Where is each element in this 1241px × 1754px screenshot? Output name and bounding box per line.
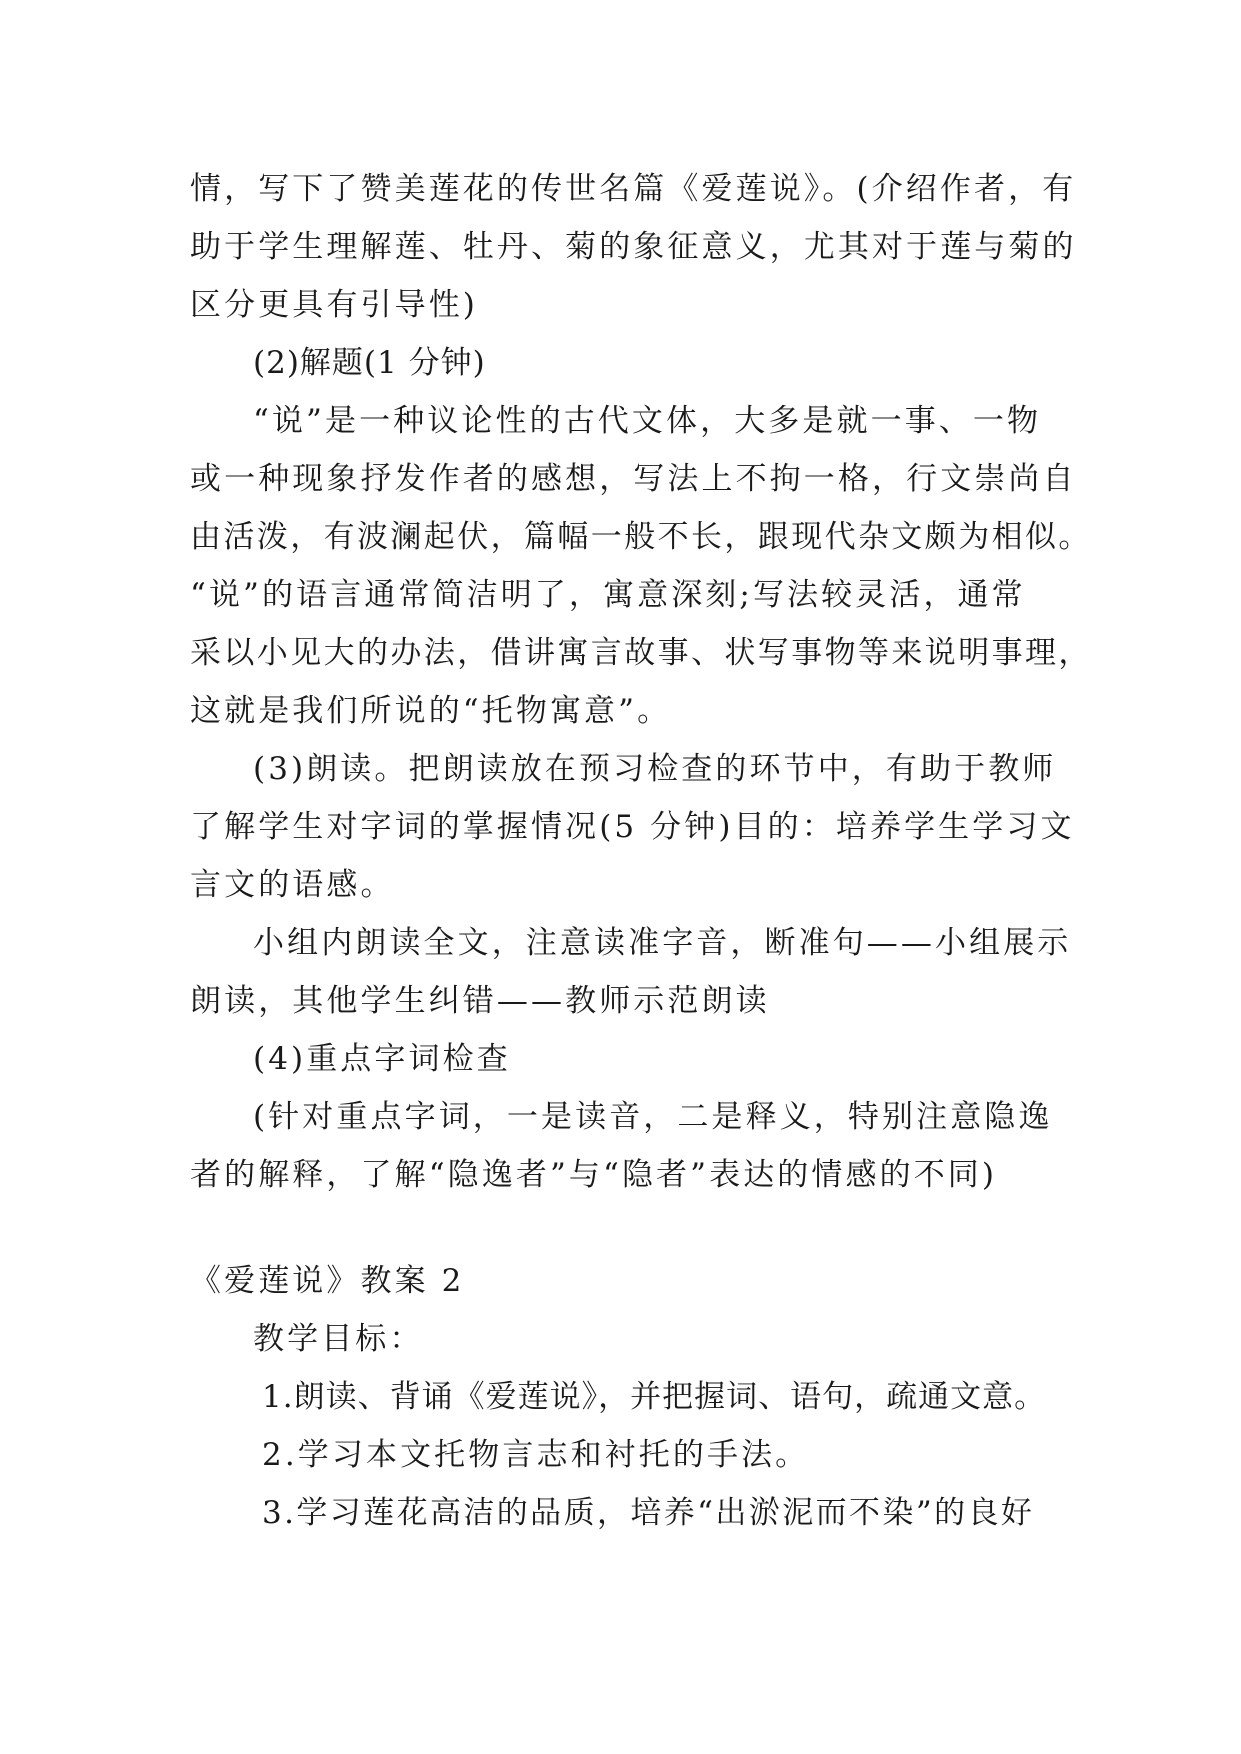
paragraph-line: 采以小见大的办法，借讲寓言故事、状写事物等来说明事理， xyxy=(190,635,1092,671)
paragraph-line: 或一种现象抒发作者的感想，写法上不拘一格，行文崇尚自 xyxy=(190,461,1077,497)
paragraph-line: 助于学生理解莲、牡丹、菊的象征意义，尤其对于莲与菊的 xyxy=(190,229,1077,265)
paragraph-line: (针对重点字词，一是读音，二是释义，特别注意隐逸 xyxy=(253,1099,1053,1135)
paragraph-line: 情，写下了赞美莲花的传世名篇《爱莲说》。(介绍作者，有 xyxy=(190,171,1077,207)
paragraph-line: “说”的语言通常简洁明了，寓意深刻;写法较灵活，通常 xyxy=(190,577,1026,613)
paragraph-line: 小组内朗读全文，注意读准字音，断准句——小组展示 xyxy=(253,925,1072,961)
objectives-heading: 教学目标： xyxy=(253,1321,424,1357)
objective-item: 3.学习莲花高洁的品质，培养“出淤泥而不染”的良好 xyxy=(262,1495,1035,1531)
paragraph-line: 朗读，其他学生纠错——教师示范朗读 xyxy=(190,983,770,1019)
section-heading-3: (3)朗读。把朗读放在预习检查的环节中，有助于教师 xyxy=(253,751,1057,787)
objective-item: 2.学习本文托物言志和衬托的手法。 xyxy=(262,1437,810,1473)
objective-item: 1.朗读、背诵《爱莲说》，并把握词、语句，疏通文意。 xyxy=(262,1379,1047,1415)
paragraph-line: 区分更具有引导性) xyxy=(190,287,478,323)
paragraph-line: 言文的语感。 xyxy=(190,867,395,903)
section-heading-2: (2)解题(1 分钟) xyxy=(253,345,486,381)
paragraph-line: 由活泼，有波澜起伏，篇幅一般不长，跟现代杂文颇为相似。 xyxy=(190,519,1092,555)
paragraph-line: 者的解释，了解“隐逸者”与“隐者”表达的情感的不同) xyxy=(190,1157,998,1193)
lesson-plan-title: 《爱莲说》教案 2 xyxy=(190,1263,465,1299)
paragraph-line: 了解学生对字词的掌握情况(5 分钟)目的：培养学生学习文 xyxy=(190,809,1075,845)
paragraph-line: “说”是一种议论性的古代文体，大多是就一事、一物 xyxy=(253,403,1042,439)
section-heading-4: (4)重点字词检查 xyxy=(253,1041,511,1077)
paragraph-line: 这就是我们所说的“托物寓意”。 xyxy=(190,693,672,729)
